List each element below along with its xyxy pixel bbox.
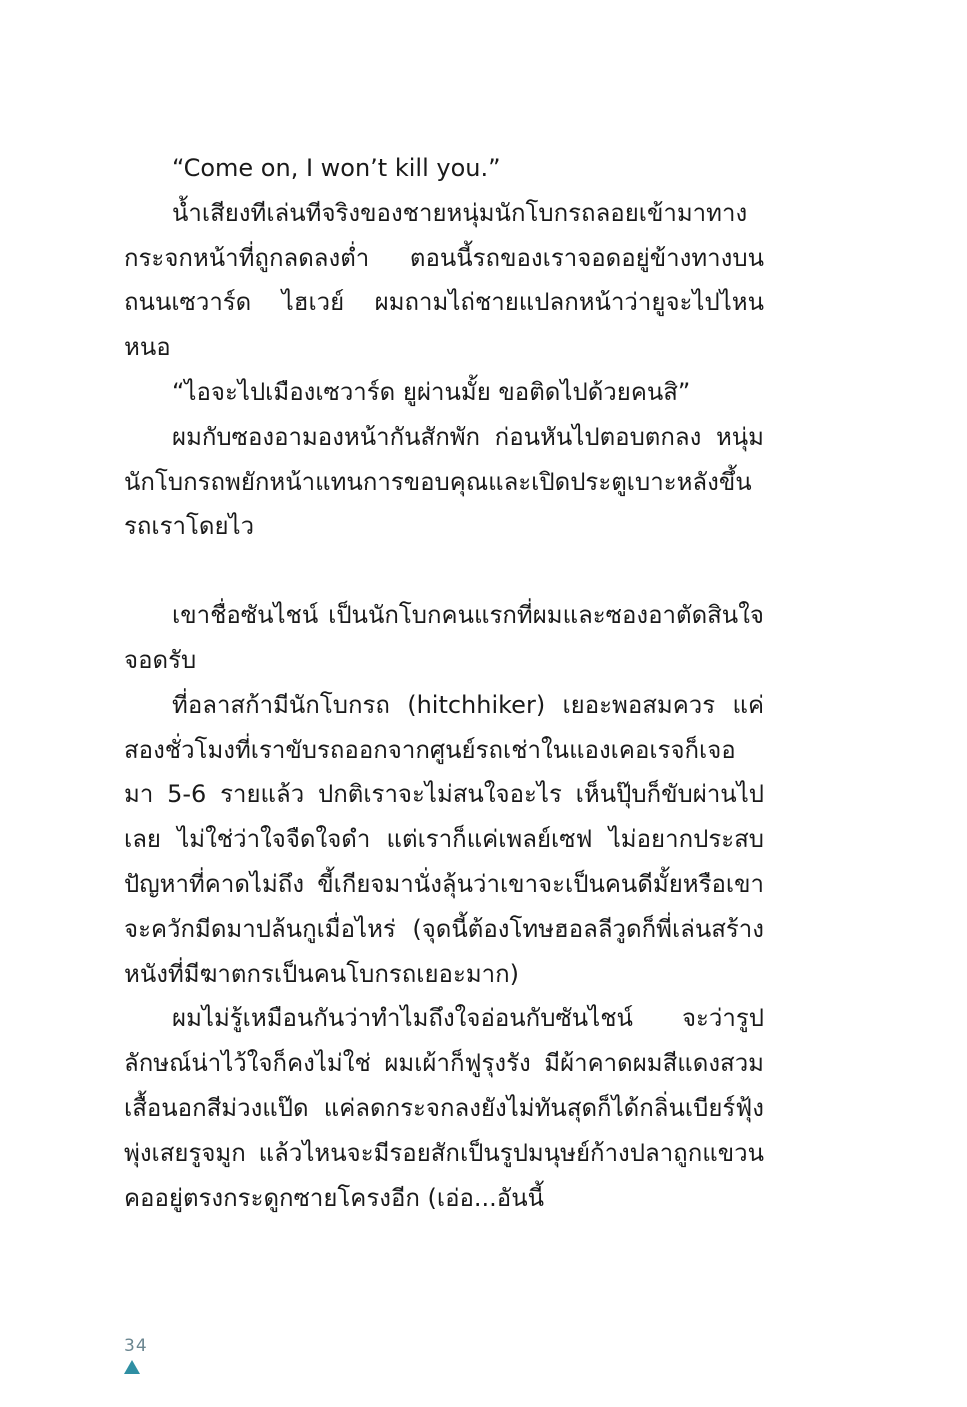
paragraph-quote-thai: “ไอจะไปเมืองเซวาร์ด ยูผ่านมั้ย ขอติดไปด้วยคนสิ”: [172, 377, 691, 406]
paragraph-sunshine-appearance: ผมไม่รู้เหมือนกันว่าทำไมถึงใจอ่อนกับซันไชน์ จะว่ารูปลักษณ์น่าไว้ใจก็คงไม่ใช่ ผมเผ้าก็ฟูรุงรัง มีผ้าคาดผมสีแดงสวมเสื้อนอกสีม่วงแป๊ด แค่ลดกระจกลงยังไม่ทันสุดก็ได้กลิ่นเบียร์ฟุ้งพุ่งเสยรูจมูก แล้วไหนจะมีรอยสักเป็นรูปมนุษย์ก้างปลาถูกแขวนคออยู่ตรงกระดูกซายโครงอีก (เอ่อ...อันนี้: [124, 1004, 764, 1212]
paragraph-quote-english: “Come on, I won’t kill you.”: [172, 154, 501, 182]
page-body-text: [124, 146, 764, 1220]
paragraph-sunshine-intro: เขาชื่อซันไชน์ เป็นนักโบกคนแรกที่ผมและซองอาตัดสินใจจอดรับ: [124, 601, 764, 674]
paragraph-hitchhikers-alaska: ที่อลาสก้ามีนักโบกรถ (hitchhiker) เยอะพอสมควร แค่สองชั่วโมงที่เราขับรถออกจากศูนย์รถเช่าในแองเคอเรจก็เจอมา 5-6 รายแล้ว ปกติเราจะไม่สนใจอะไร เห็นปุ๊บก็ขับผ่านไปเลย ไม่ใช่ว่าใจจืดใจดำ แต่เราก็แค่เพลย์เซฟ ไม่อยากประสบปัญหาที่คาดไม่ถึง ขี้เกียจมานั่งลุ้นว่าเขาจะเป็นคนดีมั้ยหรือเขาจะควักมีดมาปล้นกูเมื่อไหร่ (จุดนี้ต้องโทษฮอลลีวูดก็พี่เล่นสร้างหนังที่มีฆาตกรเป็นคนโบกรถเยอะมาก): [124, 690, 764, 988]
paragraph-voice-description: น้ำเสียงทีเล่นทีจริงของชายหนุ่มนักโบกรถลอยเข้ามาทางกระจกหน้าที่ถูกลดลงต่ำ ตอนนี้รถของเราจอดอยู่ข้างทางบนถนนเซวาร์ด ไฮเวย์ ผมถามไถ่ชายแปลกหน้าว่ายูจะไปไหนหนอ: [124, 198, 764, 362]
paragraph-agreement: ผมกับซองอามองหน้ากันสักพัก ก่อนหันไปตอบตกลง หนุ่มนักโบกรถพยักหน้าแทนการขอบคุณและเปิดประตูเบาะหลังขึ้นรถเราโดยไว: [124, 422, 764, 541]
triangle-marker-icon: [124, 1360, 140, 1374]
page-number: 34: [124, 1336, 148, 1356]
